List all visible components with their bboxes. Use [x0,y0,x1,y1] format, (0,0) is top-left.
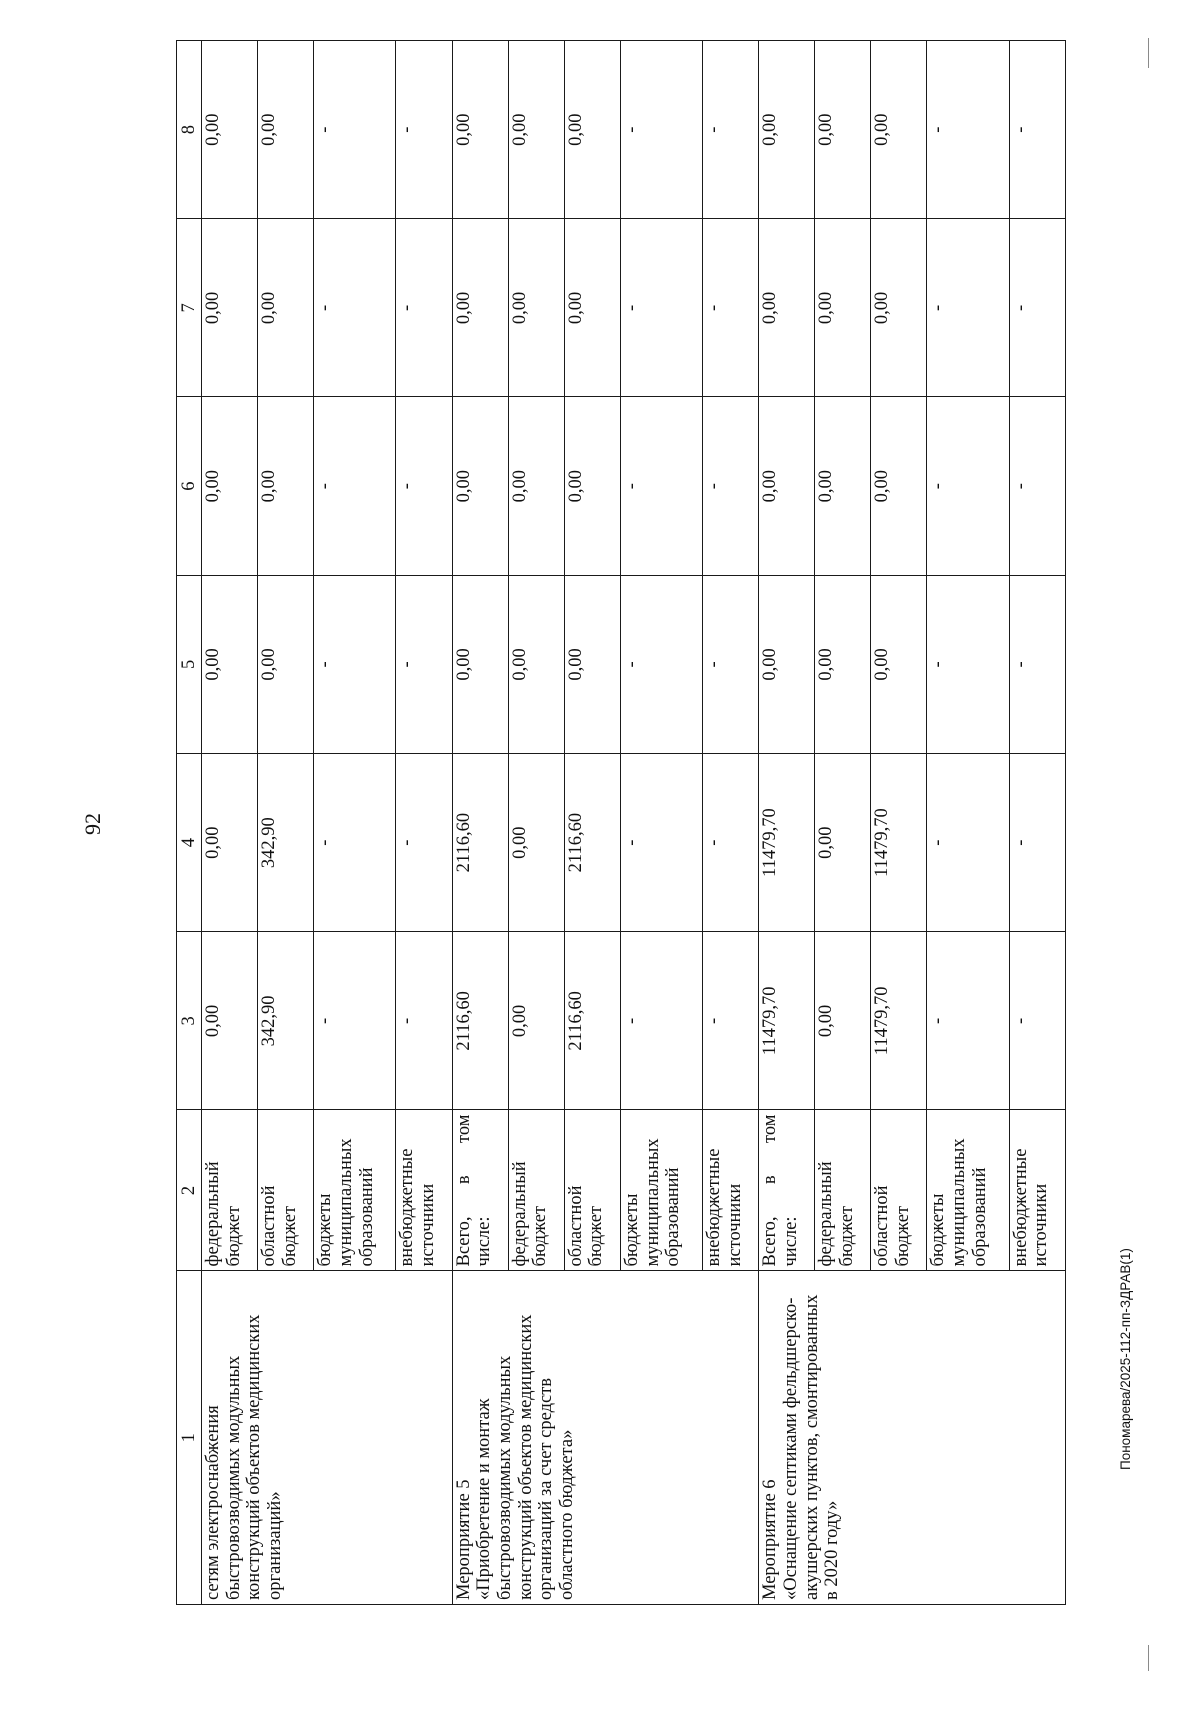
value-cell: 0,00 [202,754,258,932]
funding-source [564,1110,620,1271]
value-cell: 0,00 [564,575,620,753]
value-cell: 0,00 [564,397,620,575]
measure-line: быстровозводимых модульных [223,1355,244,1600]
funding-source-line: источники [1031,1183,1052,1267]
funding-source-line: источники [724,1183,745,1267]
rotated-table-wrapper [176,40,1066,1605]
value-cell: - [927,575,1009,753]
funding-source [759,1110,815,1271]
funding-source [703,1110,759,1271]
value-cell: 0,00 [871,219,927,397]
value-cell: 0,00 [202,575,258,753]
funding-source [396,1110,452,1271]
value-cell: - [396,575,452,753]
value-cell: - [620,219,702,397]
funding-source [1009,1110,1065,1271]
funding-source-line: бюджет [893,1205,914,1267]
value-cell: - [927,754,1009,932]
funding-source-line: муниципальных [335,1138,356,1267]
funding-source-line: образований [969,1167,990,1267]
value-cell: - [1009,754,1065,932]
measure-line: в 2020 году» [822,1500,843,1600]
value-cell: - [314,754,396,932]
value-cell: - [1009,41,1065,219]
value-cell: - [1009,575,1065,753]
measure-line: организаций» [265,1491,286,1600]
measure-line: Мероприятие 5 [453,1479,474,1600]
funding-source-line: бюджеты [315,1193,336,1267]
value-cell: 0,00 [508,754,564,932]
measure-description [759,1271,1066,1605]
value-cell: 0,00 [508,575,564,753]
value-cell: 0,00 [202,41,258,219]
header-cell: 4 [177,754,202,932]
value-cell: 342,90 [258,754,314,932]
value-cell: - [703,754,759,932]
measure-line: областного бюджета» [557,1429,578,1600]
funding-source-line: бюджет [279,1205,300,1267]
value-cell: 0,00 [258,41,314,219]
funding-source [871,1110,927,1271]
value-cell: - [927,219,1009,397]
table-row [452,41,508,1605]
table-body [202,41,1066,1605]
funding-source [202,1110,258,1271]
funding-table [176,40,1066,1605]
value-cell: 0,00 [452,41,508,219]
value-cell: - [620,41,702,219]
table-row [759,41,815,1605]
value-cell: 0,00 [508,219,564,397]
funding-source [927,1110,1009,1271]
header-cell: 6 [177,397,202,575]
value-cell: - [620,932,702,1110]
header-cell: 5 [177,575,202,753]
funding-source [815,1110,871,1271]
value-cell: - [703,397,759,575]
value-cell: 0,00 [258,219,314,397]
value-cell: - [314,932,396,1110]
funding-source-line: внебюджетные [1010,1148,1031,1267]
value-cell: 0,00 [871,397,927,575]
value-cell: 0,00 [564,219,620,397]
value-cell: 0,00 [564,41,620,219]
value-cell: - [703,219,759,397]
value-cell: 0,00 [202,397,258,575]
header-cell: 7 [177,219,202,397]
value-cell: - [396,41,452,219]
measure-line: акушерских пунктов, смонтированных [801,1294,822,1600]
value-cell: 0,00 [452,575,508,753]
funding-source-word: Всего, [760,1216,781,1267]
measure-line: «Оснащение септиками фельдшерско- [780,1297,801,1600]
funding-source-line: бюджет [837,1205,857,1267]
funding-source-line [454,1115,475,1267]
value-cell: - [927,932,1009,1110]
measure-description [202,1271,453,1605]
value-cell: 11479,70 [759,754,815,932]
header-cell: 3 [177,932,202,1110]
value-cell: 11479,70 [759,932,815,1110]
value-cell: 2116,60 [564,932,620,1110]
value-cell: 0,00 [759,219,815,397]
funding-source-line: областной [872,1185,893,1267]
value-cell: - [396,219,452,397]
funding-source-line: числе: [474,1216,495,1267]
funding-source-line: областной [565,1185,586,1267]
value-cell: 0,00 [815,754,871,932]
funding-source-line: федеральный [203,1161,223,1267]
funding-source [620,1110,702,1271]
value-cell: 0,00 [759,397,815,575]
value-cell: 342,90 [258,932,314,1110]
header-cell: 2 [177,1110,202,1271]
measure-line: «Приобретение и монтаж [474,1398,495,1600]
funding-source-word: Всего, [453,1216,474,1267]
value-cell: 2116,60 [452,754,508,932]
funding-source-line: внебюджетные [397,1148,418,1267]
value-cell: 0,00 [258,575,314,753]
value-cell: 0,00 [815,397,871,575]
funding-source-line: бюджет [586,1205,607,1267]
funding-source-line: образований [663,1167,684,1267]
funding-source-line: федеральный [509,1161,530,1267]
value-cell: - [396,397,452,575]
funding-source-line: муниципальных [949,1138,970,1267]
value-cell: 0,00 [871,575,927,753]
funding-source-line: внебюджетные [704,1148,725,1267]
funding-source-word: том [760,1114,781,1143]
funding-source [452,1110,508,1271]
value-cell: - [1009,932,1065,1110]
funding-source-line: бюджет [223,1205,244,1267]
value-cell: - [927,397,1009,575]
funding-source-word: том [453,1114,474,1143]
value-cell: 0,00 [759,575,815,753]
value-cell: - [703,575,759,753]
funding-source-line: числе: [780,1216,801,1267]
measure-line: быстровозводимых модульных [494,1355,515,1600]
value-cell: 2116,60 [564,754,620,932]
value-cell: - [314,219,396,397]
value-cell: 2116,60 [452,932,508,1110]
table-row [202,41,258,1605]
edge-mark-bottom [1148,1645,1149,1671]
header-cell: 8 [177,41,202,219]
value-cell: 0,00 [258,397,314,575]
value-cell: - [1009,397,1065,575]
value-cell: - [396,932,452,1110]
funding-source-word: в [760,1175,781,1185]
funding-source-line: областной [259,1185,280,1267]
value-cell: - [314,575,396,753]
funding-source-line: бюджеты [928,1193,949,1267]
funding-source-line: муниципальных [642,1138,663,1267]
page-number: 92 [80,813,105,835]
funding-source-line: федеральный [816,1161,837,1267]
value-cell: 0,00 [815,932,871,1110]
measure-line: Мероприятие 6 [760,1479,781,1600]
value-cell: 0,00 [202,219,258,397]
header-row [177,41,202,1605]
value-cell: 0,00 [452,219,508,397]
funding-source-word: в [453,1175,474,1185]
value-cell: - [927,41,1009,219]
measure-line: конструкций объектов медицинских [515,1314,536,1600]
funding-source-line: образований [356,1167,377,1267]
value-cell: - [1009,219,1065,397]
value-cell: 0,00 [202,932,258,1110]
value-cell: - [620,397,702,575]
value-cell: 11479,70 [871,932,927,1110]
funding-source-line: бюджет [530,1205,551,1267]
funding-source [314,1110,396,1271]
value-cell: 11479,70 [871,754,927,932]
value-cell: 0,00 [759,41,815,219]
value-cell: - [396,754,452,932]
value-cell: - [703,41,759,219]
funding-source-line: бюджеты [621,1193,642,1267]
value-cell: - [620,575,702,753]
edge-mark-top [1148,38,1149,68]
measure-description [452,1271,759,1605]
funding-source-line [760,1115,781,1267]
value-cell: 0,00 [815,41,871,219]
value-cell: 0,00 [815,219,871,397]
value-cell: 0,00 [508,932,564,1110]
header-cell: 1 [177,1271,202,1605]
value-cell: 0,00 [508,41,564,219]
measure-line: сетям электроснабжения [203,1405,223,1600]
value-cell: - [314,41,396,219]
funding-source-line: источники [418,1183,439,1267]
value-cell: - [703,932,759,1110]
funding-source [258,1110,314,1271]
value-cell: - [314,397,396,575]
value-cell: 0,00 [508,397,564,575]
value-cell: 0,00 [871,41,927,219]
funding-source [508,1110,564,1271]
measure-line: организаций за счет средств [536,1377,557,1600]
value-cell: - [620,754,702,932]
value-cell: 0,00 [815,575,871,753]
value-cell: 0,00 [452,397,508,575]
measure-line: конструкций объектов медицинских [244,1314,265,1600]
footer-document-code: Пономарева/2025-112-пп-ЗДРАВ(1) [1118,1248,1133,1470]
